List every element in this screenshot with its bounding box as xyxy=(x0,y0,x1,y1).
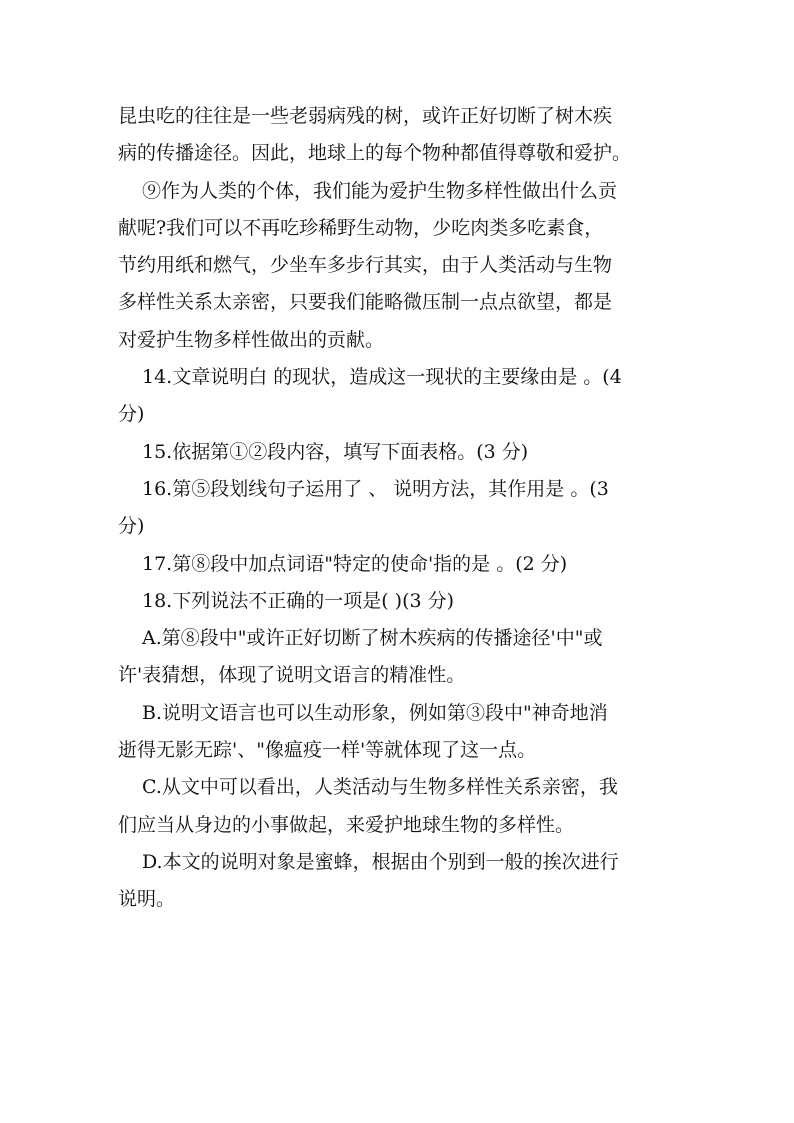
document-body xyxy=(118,98,678,919)
paragraph-line: 献呢?我们可以不再吃珍稀野生动物，少吃肉类多吃素食， xyxy=(118,216,604,239)
paragraph-line: 多样性关系太亲密，只要我们能略微压制一点点欲望，都是 xyxy=(118,291,613,314)
option-c: C.从文中可以看出，人类活动与生物多样性关系亲密，我 xyxy=(142,776,618,799)
option-b-continued: 逝得无影无踪'、"像瘟疫一样'等就体现了这一点。 xyxy=(118,739,537,762)
option-a-continued: 许'表猜想，体现了说明文语言的精准性。 xyxy=(118,664,466,687)
option-a: A.第⑧段中"或许正好切断了树木疾病的传播途径'中"或 xyxy=(142,627,603,650)
paragraph-line: ⑨作为人类的个体，我们能为爱护生物多样性做出什么贡 xyxy=(142,179,618,202)
question-18: 18.下列说法不正确的一项是( )(3 分) xyxy=(142,589,455,612)
question-17: 17.第⑧段中加点词语"特定的使命'指的是 。(2 分) xyxy=(142,552,568,575)
question-15: 15.依据第①②段内容，填写下面表格。(3 分) xyxy=(142,440,529,463)
paragraph-line: 昆虫吃的往往是一些老弱病残的树，或许正好切断了树木疾 xyxy=(118,105,613,127)
question-16-continued: 分) xyxy=(118,515,145,538)
option-b: B.说明文语言也可以生动形象，例如第③段中"神奇地消 xyxy=(142,701,608,724)
paragraph-line: 病的传播途径。因此，地球上的每个物种都值得尊敬和爱护。 xyxy=(118,142,632,165)
option-d-continued: 说明。 xyxy=(118,888,176,911)
question-16: 16.第⑤段划线句子运用了 、 说明方法，其作用是 。(3 xyxy=(142,477,609,500)
paragraph-line: 节约用纸和燃气，少坐车多步行其实，由于人类活动与生物 xyxy=(118,254,613,277)
option-d: D.本文的说明对象是蜜蜂，根据由个别到一般的挨次进行 xyxy=(142,850,619,873)
question-14: 14.文章说明白 的现状，造成这一现状的主要缘由是 。(4 xyxy=(142,366,622,389)
option-c-continued: 们应当从身边的小事做起，来爱护地球生物的多样性。 xyxy=(118,813,575,836)
paragraph-line: 对爱护生物多样性做出的贡献。 xyxy=(118,328,385,351)
question-14-continued: 分) xyxy=(118,403,145,426)
